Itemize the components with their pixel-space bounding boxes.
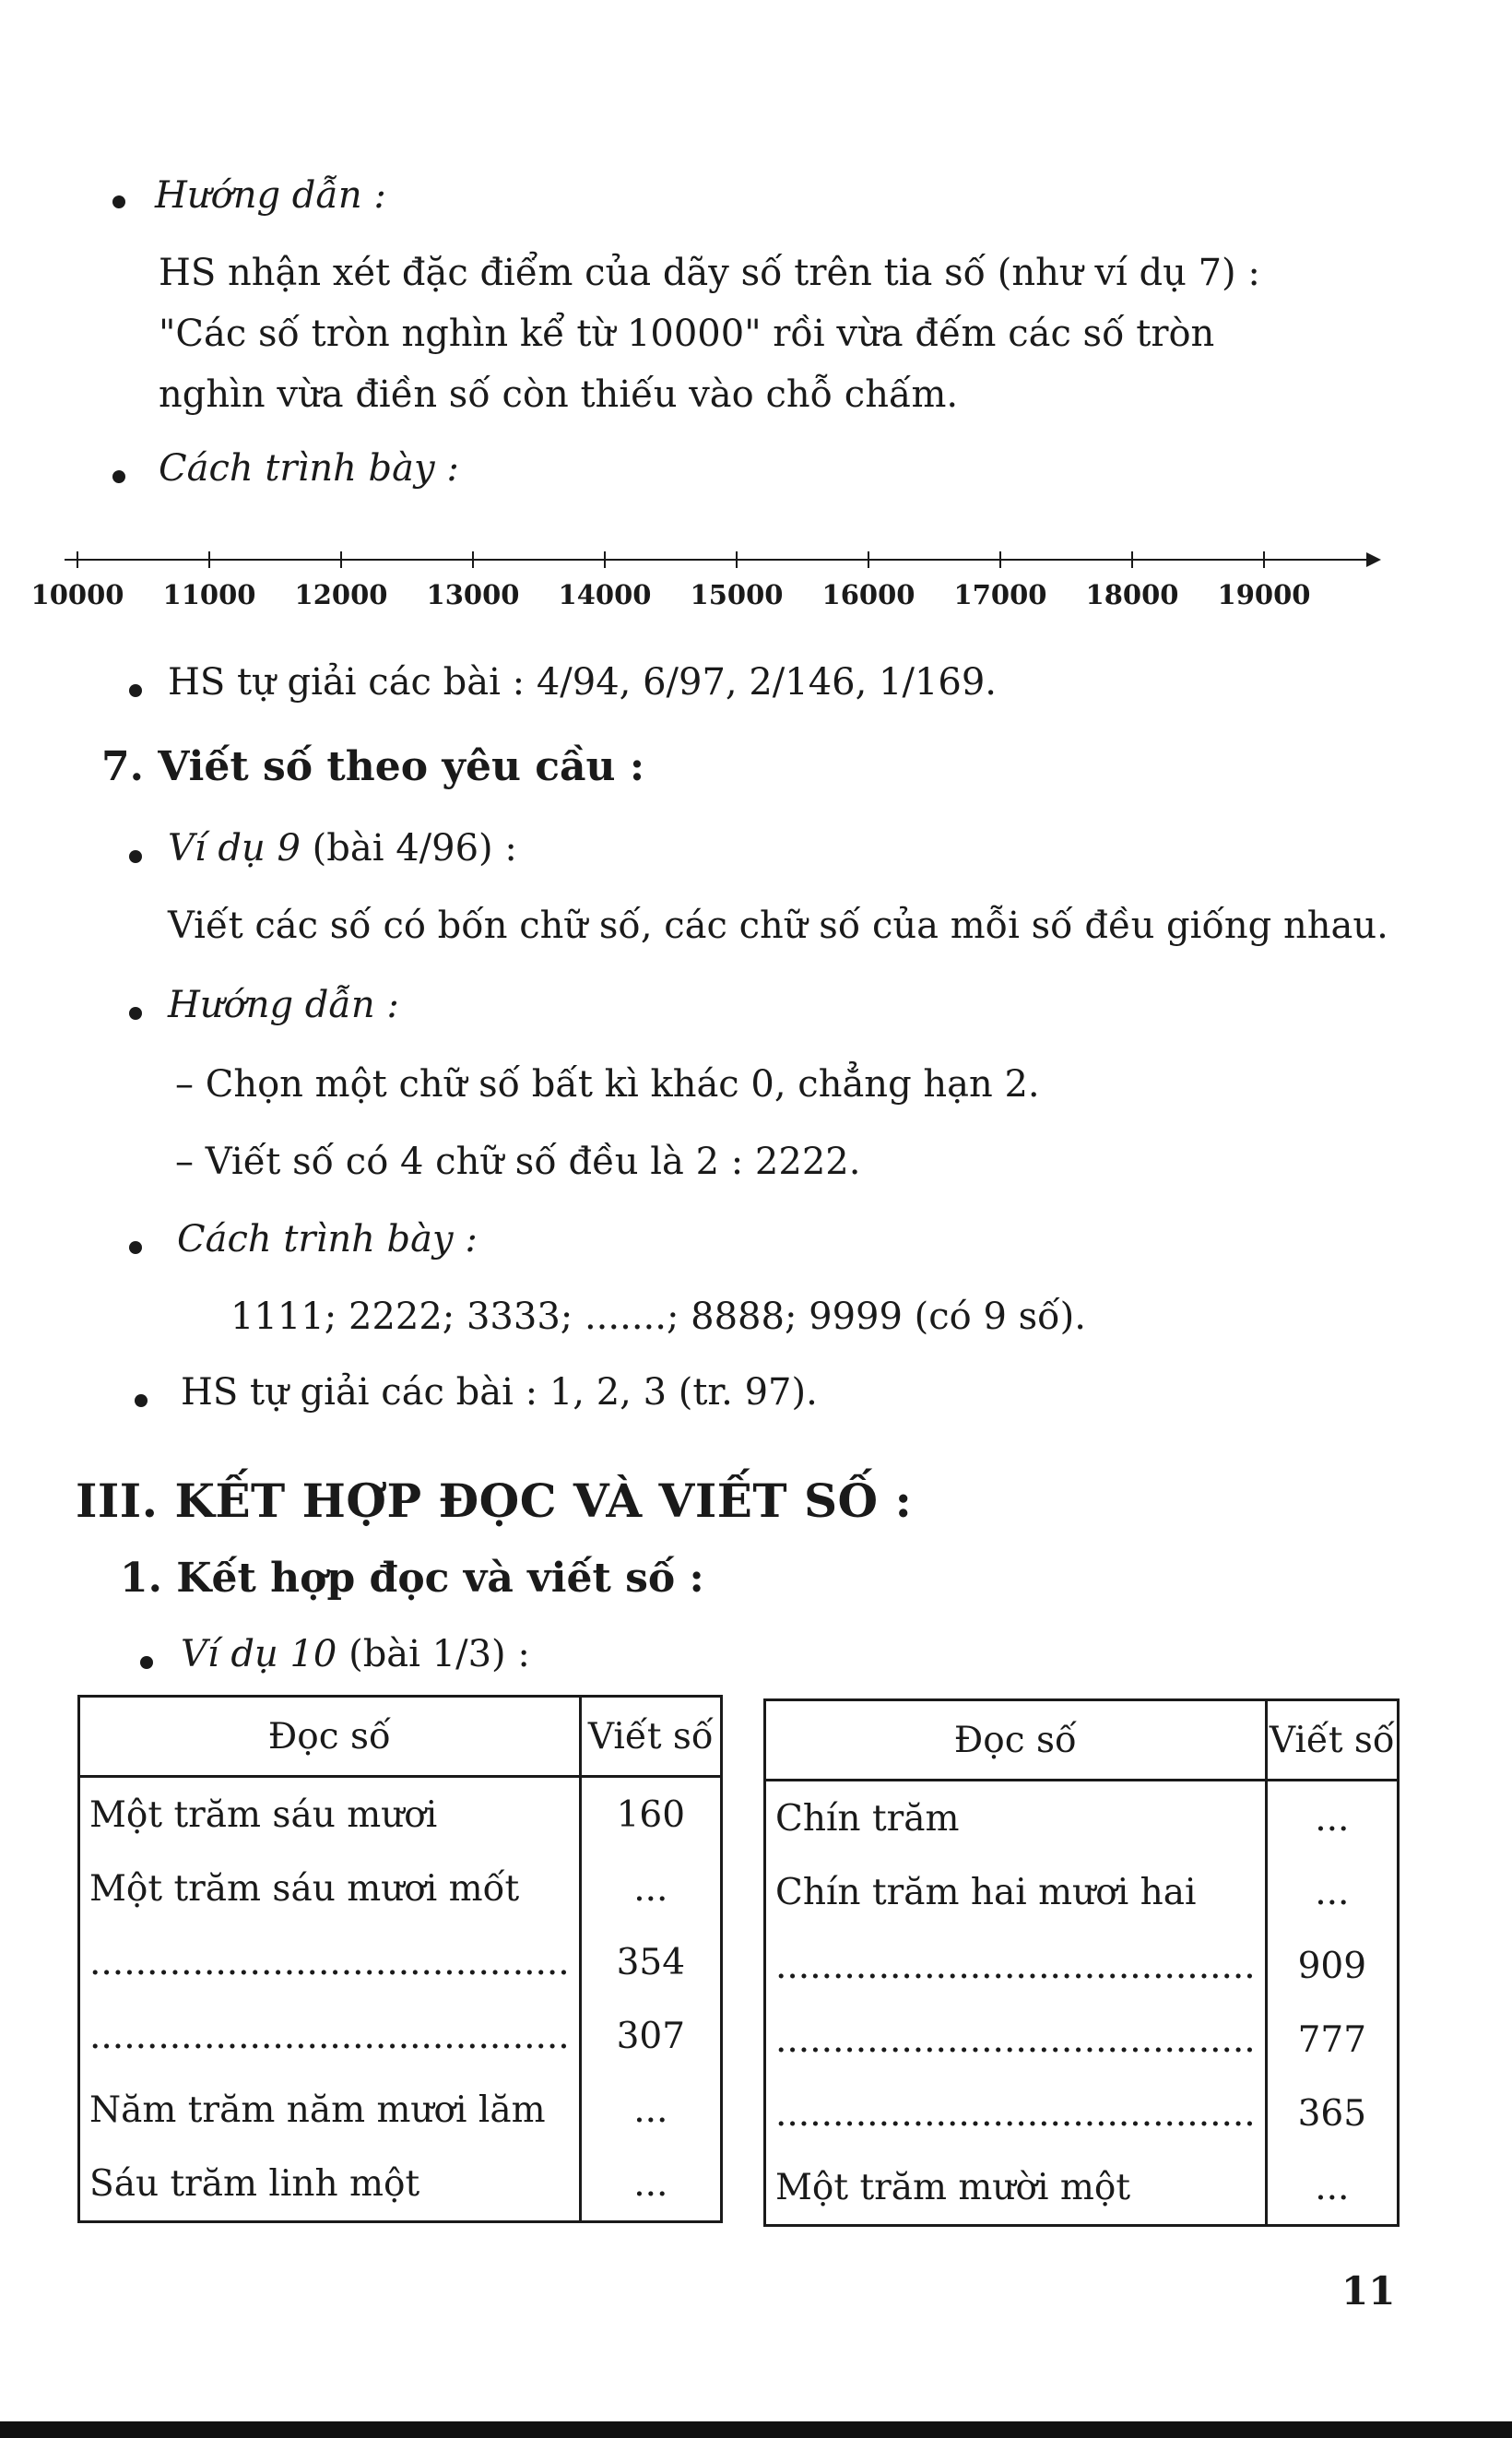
- table-row: [79, 2073, 722, 2147]
- table-right: [763, 1698, 1400, 2227]
- header-doc-so: Đọc số: [79, 1697, 581, 1777]
- cell-doc-so: Chín trăm: [765, 1781, 1267, 1856]
- bullet-icon: [140, 1656, 153, 1669]
- bullet-icon: [129, 850, 142, 863]
- table-row: [765, 1929, 1399, 2003]
- cell-doc-so: Sáu trăm linh một: [79, 2147, 581, 2222]
- huong-dan-heading: Hướng dẫn :: [155, 174, 386, 217]
- explain-line-2: "Các số tròn nghìn kể từ 10000" rồi vừa đếm các số tròn: [159, 313, 1215, 355]
- cell-viet-so: ...: [633, 1867, 668, 1910]
- table-row: [79, 1999, 722, 2073]
- vi-du-10-label: [181, 1632, 530, 1676]
- number-line-tick: [472, 551, 474, 568]
- number-line-label: 19000: [1217, 579, 1311, 610]
- number-line: [30, 544, 1392, 618]
- cell-doc-so: ..........................................: [79, 1999, 581, 2073]
- cell-doc-so: Năm trăm năm mươi lăm: [79, 2073, 581, 2147]
- table-row: [765, 1855, 1399, 1929]
- header-doc-so: Đọc số: [765, 1700, 1267, 1781]
- answer-line: 1111; 2222; 3333; .......; 8888; 9999 (có 9 số).: [230, 1296, 1086, 1338]
- table-row: [79, 1852, 722, 1925]
- explain-line-3: nghìn vừa điền số còn thiếu vào chỗ chấm.: [159, 373, 959, 416]
- table-row: [79, 2147, 722, 2222]
- cell-viet-so: 365: [1297, 2092, 1367, 2135]
- vi-du-10-rest: (bài 1/3) :: [337, 1633, 530, 1675]
- vi-du-10-italic: Ví dụ 10: [181, 1633, 337, 1675]
- section-iii-title: III. KẾT HỢP ĐỌC VÀ VIẾT SỐ :: [76, 1473, 913, 1528]
- cell-doc-so: Một trăm sáu mươi: [79, 1777, 581, 1852]
- vi-du-9-italic: Ví dụ 9: [168, 827, 301, 870]
- cell-viet-so: 777: [1297, 2018, 1367, 2061]
- number-line-label: 11000: [162, 579, 256, 610]
- cell-doc-so: Một trăm mười một: [765, 2150, 1267, 2226]
- number-line-tick: [736, 551, 738, 568]
- table-header-row: [765, 1700, 1399, 1781]
- cach-trinh-bay-heading-2: Cách trình bày :: [177, 1218, 478, 1260]
- number-line-tick: [208, 551, 210, 568]
- step-2: – Viết số có 4 chữ số đều là 2 : 2222.: [175, 1141, 861, 1183]
- bullet-icon: [129, 684, 142, 697]
- cell-viet-so: ...: [1315, 1797, 1350, 1840]
- cell-viet-so: ...: [633, 2162, 668, 2205]
- bullet-icon: [112, 470, 125, 483]
- number-line-label: 18000: [1085, 579, 1179, 610]
- cell-viet-so: ...: [1315, 2166, 1350, 2208]
- cell-viet-so: ...: [1315, 1871, 1350, 1913]
- vi-du-9-rest: (bài 4/96) :: [300, 827, 517, 870]
- cell-viet-so: 354: [616, 1941, 686, 1983]
- cell-viet-so: 307: [616, 2015, 686, 2057]
- number-line-label: 17000: [953, 579, 1047, 610]
- cell-viet-so: 160: [616, 1793, 686, 1836]
- table-header-row: [79, 1697, 722, 1777]
- number-line-label: 13000: [426, 579, 520, 610]
- bullet-icon: [112, 195, 125, 208]
- hs-tu-giai-2: HS tự giải các bài : 1, 2, 3 (tr. 97).: [181, 1371, 818, 1414]
- cell-doc-so: Một trăm sáu mươi mốt: [79, 1852, 581, 1925]
- section-7-title: 7. Viết số theo yêu cầu :: [101, 743, 645, 790]
- bullet-icon: [129, 1007, 142, 1020]
- number-line-tick: [1263, 551, 1265, 568]
- number-line-tick: [868, 551, 869, 568]
- cach-trinh-bay-heading: Cách trình bày :: [159, 447, 459, 490]
- hs-tu-giai-1: HS tự giải các bài : 4/94, 6/97, 2/146, 1/169.: [168, 661, 998, 704]
- number-line-label: 12000: [294, 579, 388, 610]
- arrow-right-icon: [1366, 552, 1381, 567]
- table-row: [765, 1781, 1399, 1856]
- number-line-tick: [77, 551, 78, 568]
- cell-viet-so: ...: [633, 2089, 668, 2131]
- number-line-axis: [65, 559, 1374, 561]
- table-row: [765, 2003, 1399, 2077]
- cell-viet-so: 909: [1297, 1945, 1367, 1987]
- number-line-tick: [1131, 551, 1133, 568]
- bullet-icon: [135, 1394, 148, 1407]
- cell-doc-so: ..........................................: [765, 2003, 1267, 2077]
- huong-dan-heading-2: Hướng dẫn :: [168, 984, 399, 1026]
- step-1: – Chọn một chữ số bất kì khác 0, chẳng hạn 2.: [175, 1063, 1040, 1106]
- number-line-tick: [999, 551, 1001, 568]
- number-line-label: 16000: [821, 579, 915, 610]
- number-line-tick: [340, 551, 342, 568]
- sub-1-title: 1. Kết hợp đọc và viết số :: [120, 1555, 704, 1602]
- cell-doc-so: ..........................................: [765, 2077, 1267, 2150]
- scan-edge-bar: [0, 2421, 1512, 2438]
- vi-du-9-label: [168, 826, 517, 870]
- cell-doc-so: Chín trăm hai mươi hai: [765, 1855, 1267, 1929]
- explain-line-1: HS nhận xét đặc điểm của dãy số trên tia số (như ví dụ 7) :: [159, 252, 1260, 294]
- table-row: [765, 2150, 1399, 2226]
- number-line-tick: [604, 551, 606, 568]
- table-row: [79, 1925, 722, 1999]
- cell-doc-so: ..........................................: [79, 1925, 581, 1999]
- cell-doc-so: ..........................................: [765, 1929, 1267, 2003]
- table-left: [77, 1695, 723, 2223]
- bullet-icon: [129, 1241, 142, 1254]
- number-line-label: 15000: [690, 579, 784, 610]
- header-viet-so: Viết số: [1266, 1700, 1398, 1781]
- table-row: [765, 2077, 1399, 2150]
- vi-du-9-text: Viết các số có bốn chữ số, các chữ số của mỗi số đều giống nhau.: [168, 905, 1388, 947]
- header-viet-so: Viết số: [580, 1697, 721, 1777]
- page-number: 11: [1341, 2268, 1396, 2314]
- number-line-label: 10000: [30, 579, 124, 610]
- number-line-label: 14000: [558, 579, 652, 610]
- table-row: [79, 1777, 722, 1852]
